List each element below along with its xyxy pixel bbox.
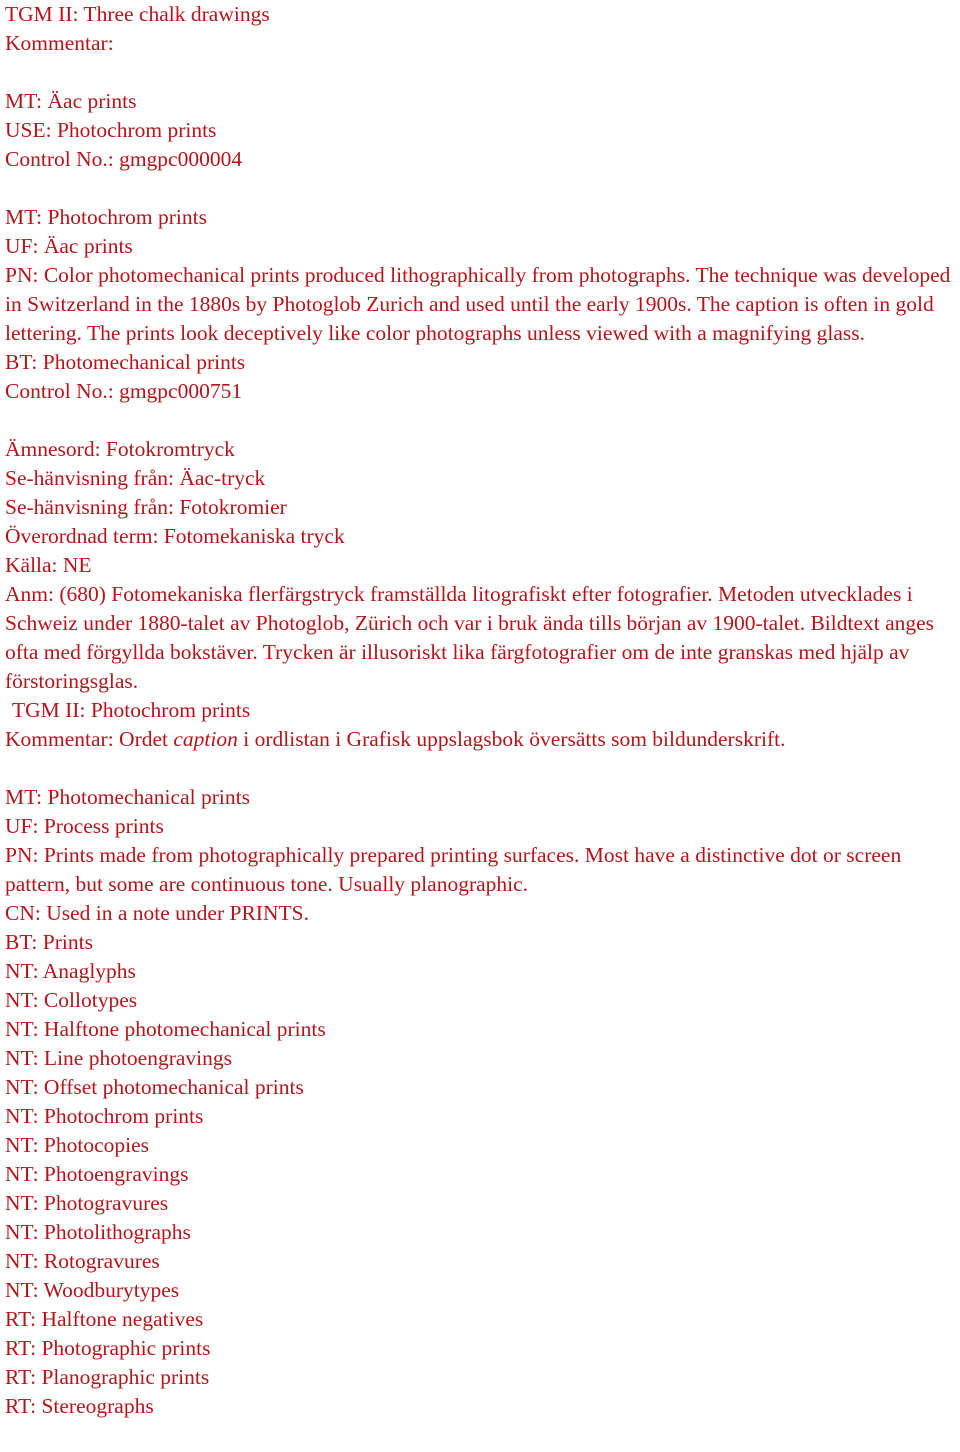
rt-line: RT: Planographic prints xyxy=(5,1365,210,1389)
nt-line: NT: Rotogravures xyxy=(5,1249,160,1273)
bt-line: BT: Prints xyxy=(5,930,93,954)
blank-line xyxy=(5,754,957,783)
amnesord-line: Ämnesord: Fotokromtryck xyxy=(5,437,235,461)
kommentar-prefix: Kommentar: Ordet xyxy=(5,727,174,751)
rt-line: RT: Halftone negatives xyxy=(5,1307,204,1331)
uf-line: UF: Äac prints xyxy=(5,234,133,258)
kommentar-line xyxy=(5,725,957,754)
nt-line: NT: Photocopies xyxy=(5,1133,150,1157)
rt-line: RT: Photographic prints xyxy=(5,1336,211,1360)
tgm-line: TGM II: Photochrom prints xyxy=(12,698,251,722)
mt-line: MT: Photochrom prints xyxy=(5,205,207,229)
nt-line: NT: Line photoengravings xyxy=(5,1046,233,1070)
cn-line: CN: Used in a note under PRINTS. xyxy=(5,901,309,925)
nt-line: NT: Woodburytypes xyxy=(5,1278,180,1302)
use-line: USE: Photochrom prints xyxy=(5,118,217,142)
nt-line: NT: Collotypes xyxy=(5,988,138,1012)
see-reference-line: Se-hänvisning från: Äac-tryck xyxy=(5,466,266,490)
pn-note: PN: Color photomechanical prints produced lithographically from photographs. The technique was developed in Switzerland in the 1880s by Photoglob Zurich and used until the early 1900s. The caption is often in gold lettering. The prints look deceptively like color photographs unless viewed with a magnifying glass. xyxy=(5,263,951,345)
nt-line: NT: Anaglyphs xyxy=(5,959,136,983)
pn-note: PN: Prints made from photographically prepared printing surfaces. Most have a distinctive dot or screen pattern, but some are continuous tone. Usually planographic. xyxy=(5,843,902,896)
kommentar-suffix: i ordlistan i Grafisk uppslagsbok översätts som bildunderskrift. xyxy=(237,727,786,751)
bt-line: BT: Photomechanical prints xyxy=(5,350,246,374)
document-body xyxy=(5,0,957,1421)
nt-line: NT: Photogravures xyxy=(5,1191,169,1215)
rt-line: RT: Stereographs xyxy=(5,1394,154,1418)
control-number: Control No.: gmgpc000751 xyxy=(5,379,243,403)
nt-line: NT: Photoengravings xyxy=(5,1162,189,1186)
blank-line xyxy=(5,174,957,203)
blank-line xyxy=(5,58,957,87)
see-reference-line: Se-hänvisning från: Fotokromier xyxy=(5,495,287,519)
nt-line: NT: Photolithographs xyxy=(5,1220,191,1244)
source-line: Källa: NE xyxy=(5,553,92,577)
blank-line xyxy=(5,406,957,435)
anm-note: Anm: (680) Fotomekaniska flerfärgstryck framställda litografiskt efter fotografier. Metoden utvecklades i Schweiz under 1880-talet av Photoglob, Zürich och var i bruk ända tills början av 1900-talet. Bildtext anges ofta med förgyllda bokstäver. Trycken är illusoriskt lika färgfotografier om de inte granskas med hjälp av förstoringsglas. xyxy=(5,582,935,693)
nt-line: NT: Offset photomechanical prints xyxy=(5,1075,304,1099)
nt-line: NT: Photochrom prints xyxy=(5,1104,204,1128)
kommentar-emphasis: caption xyxy=(173,727,238,751)
uf-line: UF: Process prints xyxy=(5,814,164,838)
nt-line: NT: Halftone photomechanical prints xyxy=(5,1017,326,1041)
mt-line: MT: Äac prints xyxy=(5,89,137,113)
tgm-heading: TGM II: Three chalk drawings xyxy=(5,2,270,26)
broader-term-line: Överordnad term: Fotomekaniska tryck xyxy=(5,524,345,548)
control-number: Control No.: gmgpc000004 xyxy=(5,147,243,171)
mt-line: MT: Photomechanical prints xyxy=(5,785,250,809)
kommentar-line: Kommentar: xyxy=(5,31,114,55)
